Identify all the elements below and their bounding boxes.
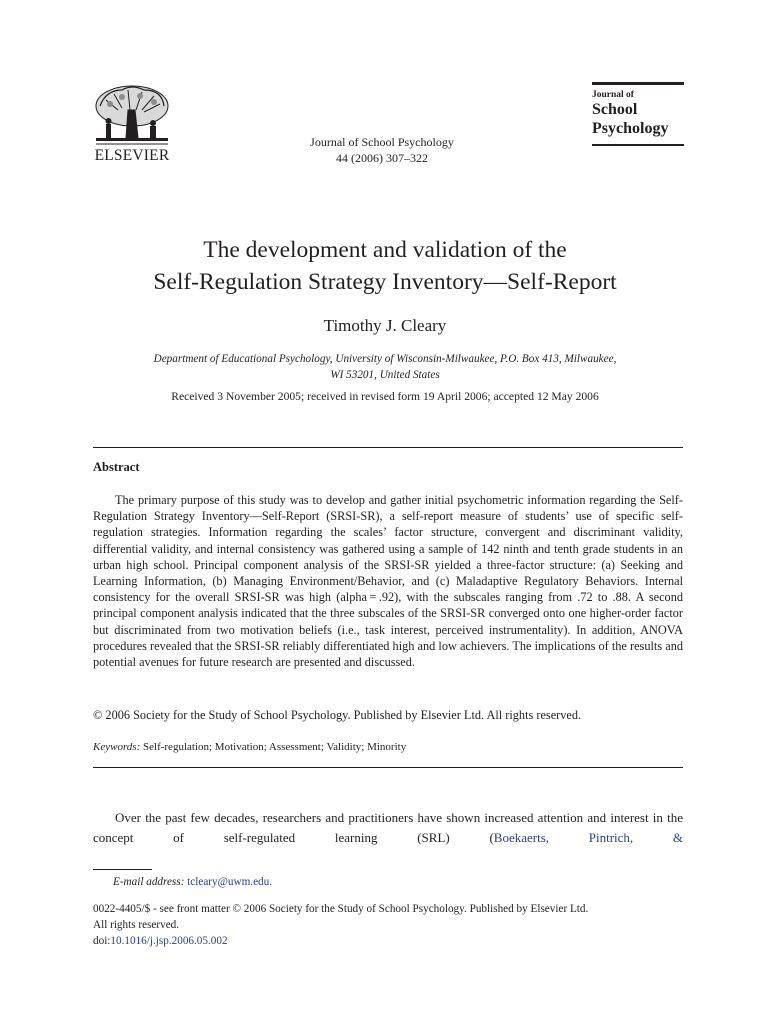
doi-label: doi: xyxy=(93,935,111,947)
author-name: Timothy J. Cleary xyxy=(323,316,447,335)
affiliation-line: Department of Educational Psychology, University of Wisconsin-Milwaukee, P.O. Box 413, Milwaukee, xyxy=(153,353,617,365)
publisher-name: ELSEVIER xyxy=(94,147,170,164)
article-title-line: Self-Regulation Strategy Inventory—Self-Report xyxy=(153,269,617,295)
journal-logo-rule-bottom xyxy=(592,144,684,146)
abstract-bottom-rule xyxy=(93,767,683,768)
affiliation-line: WI 53201, United States xyxy=(330,369,440,381)
doi-link[interactable]: 10.1016/j.jsp.2006.05.002 xyxy=(110,935,228,947)
article-title xyxy=(60,234,710,298)
intro-text xyxy=(93,808,683,848)
journal-logo xyxy=(592,82,684,146)
journal-title: Journal of School Psychology xyxy=(310,135,454,149)
doi-line xyxy=(93,933,693,949)
journal-logo-name-line: School xyxy=(592,101,638,118)
journal-logo-name-line: Psychology xyxy=(592,120,669,137)
abstract-top-rule xyxy=(93,447,683,448)
citation-link-boekaerts[interactable]: Boekaerts, Pintrich, & xyxy=(493,830,683,845)
front-matter-line: All rights reserved. xyxy=(93,919,180,931)
email-link[interactable]: tcleary@uwm.edu. xyxy=(187,876,273,888)
journal-logo-prefix: Journal of xyxy=(592,90,634,100)
article-title-line: The development and validation of the xyxy=(203,237,567,263)
abstract-copyright: © 2006 Society for the Study of School Psychology. Published by Elsevier Ltd. All rights reserved. xyxy=(93,708,582,722)
keywords-list: Self-regulation; Motivation; Assessment; Validity; Minority xyxy=(143,741,407,753)
journal-volume-pages: 44 (2006) 307–322 xyxy=(336,151,428,165)
journal-logo-rule-top xyxy=(592,82,684,85)
keywords xyxy=(93,740,683,755)
front-matter xyxy=(93,901,693,949)
footnote-rule xyxy=(93,869,152,870)
keywords-label: Keywords: xyxy=(93,741,141,753)
abstract-body xyxy=(93,492,683,670)
journal-citation xyxy=(250,134,514,166)
intro-paragraph xyxy=(93,808,683,848)
abstract-heading: Abstract xyxy=(93,460,140,474)
intro-text-run: Over the past few decades, researchers and practitioners have shown increased attention and interest in the concept of self-regulated learning (SRL) ( xyxy=(93,810,683,845)
article-history: Received 3 November 2005; received in revised form 19 April 2006; accepted 12 May 2006 xyxy=(171,390,599,403)
author-affiliation xyxy=(100,351,670,383)
abstract-paragraph: The primary purpose of this study was to develop and gather initial psychometric information regarding the Self-Regulation Strategy Inventory—Self-Report (SRSI-SR), a self-report measure of students’ use of specific self-regulation strategies. Information regarding the scales’ factor structure, convergent and discriminant validity, differential validity, and internal consistency was gathered using a sample of 142 ninth and tenth grade students in an urban high school. Principal component analysis of the SRSI-SR yielded a three-factor structure: (a) Seeking and Learning Information, (b) Managing Environment/Behavior, and (c) Maladaptive Regulatory Behaviors. Internal consistency for the overall SRSI-SR was high (alpha = .92), with the subscales ranging from .72 to .88. A second principal component analysis indicated that the three subscales of the SRSI-SR converged onto one higher-order factor but discriminated from two motivation beliefs (i.e., task interest, perceived instrumentality). In addition, ANOVA procedures revealed that the SRSI-SR reliably differentiated high and low achievers. The implications of the results and potential avenues for future research are presented and discussed. xyxy=(93,493,683,670)
front-matter-line: 0022-4405/$ - see front matter © 2006 Society for the Study of School Psychology. Published by Elsevier Ltd. xyxy=(93,903,589,915)
footnote-email xyxy=(113,876,272,888)
email-label: E-mail address: xyxy=(113,876,185,888)
